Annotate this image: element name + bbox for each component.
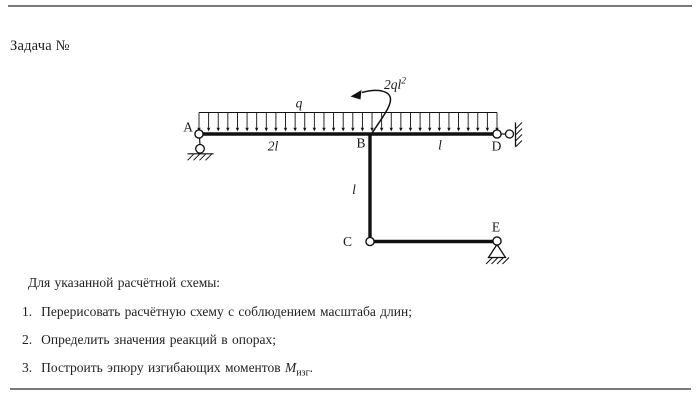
moment-label-exponent: 2 bbox=[401, 76, 407, 87]
task-item-1 bbox=[22, 304, 412, 320]
task-number: 2. bbox=[22, 332, 33, 347]
hinge-circle-D bbox=[493, 130, 501, 138]
bottom-rule bbox=[10, 388, 691, 390]
task-tail: . bbox=[309, 360, 314, 375]
dim-label-right-span: l bbox=[438, 137, 442, 153]
hinge-circle-A-ground bbox=[196, 145, 205, 154]
load-arrows bbox=[197, 113, 498, 132]
wall-hatching-D bbox=[516, 123, 523, 148]
support-A-roller bbox=[188, 138, 214, 160]
moment-symbol-subscript: изг bbox=[296, 367, 310, 379]
task-text: Перерисовать расчётную схему с соблюдением масштаба длин; bbox=[41, 304, 412, 319]
support-E-pinned bbox=[486, 245, 509, 265]
ground-hatching-E bbox=[486, 258, 509, 265]
moment-label bbox=[384, 77, 406, 93]
support-triangle-E bbox=[489, 245, 506, 258]
hinge-circle-A bbox=[195, 130, 203, 138]
load-label: q bbox=[295, 95, 303, 111]
dim-label-left-span: 2l bbox=[267, 138, 279, 154]
ground-hatching-A bbox=[188, 154, 213, 161]
moment-arrowhead-icon bbox=[351, 90, 362, 100]
support-D-horizontal-link bbox=[501, 123, 522, 148]
task-item-2 bbox=[22, 332, 276, 348]
hinge-circle-D-wall bbox=[506, 130, 514, 138]
node-label-B: B bbox=[356, 135, 366, 151]
moment-symbol-M: M bbox=[285, 360, 297, 375]
node-label-E: E bbox=[491, 219, 501, 235]
bending-moment-symbol bbox=[285, 360, 310, 379]
hinge-circle-E bbox=[493, 237, 501, 245]
node-label-A: A bbox=[183, 119, 193, 135]
task-text: Определить значения реакций в опорах; bbox=[41, 332, 276, 347]
node-label-C: C bbox=[342, 234, 352, 249]
tasks-intro: Для указанной расчётной схемы: bbox=[28, 275, 221, 290]
task-text: Построить эпюру изгибающих моментов bbox=[41, 360, 281, 375]
node-label-D: D bbox=[491, 138, 502, 154]
moment-label-base: 2ql bbox=[384, 77, 402, 92]
hinge-circle-C bbox=[366, 237, 374, 245]
task-item-3 bbox=[22, 360, 313, 379]
dim-label-drop: l bbox=[352, 182, 356, 197]
task-number: 3. bbox=[22, 360, 33, 375]
task-number: 1. bbox=[22, 304, 33, 319]
distributed-load bbox=[197, 113, 498, 132]
page-title: Задача № bbox=[10, 38, 70, 54]
